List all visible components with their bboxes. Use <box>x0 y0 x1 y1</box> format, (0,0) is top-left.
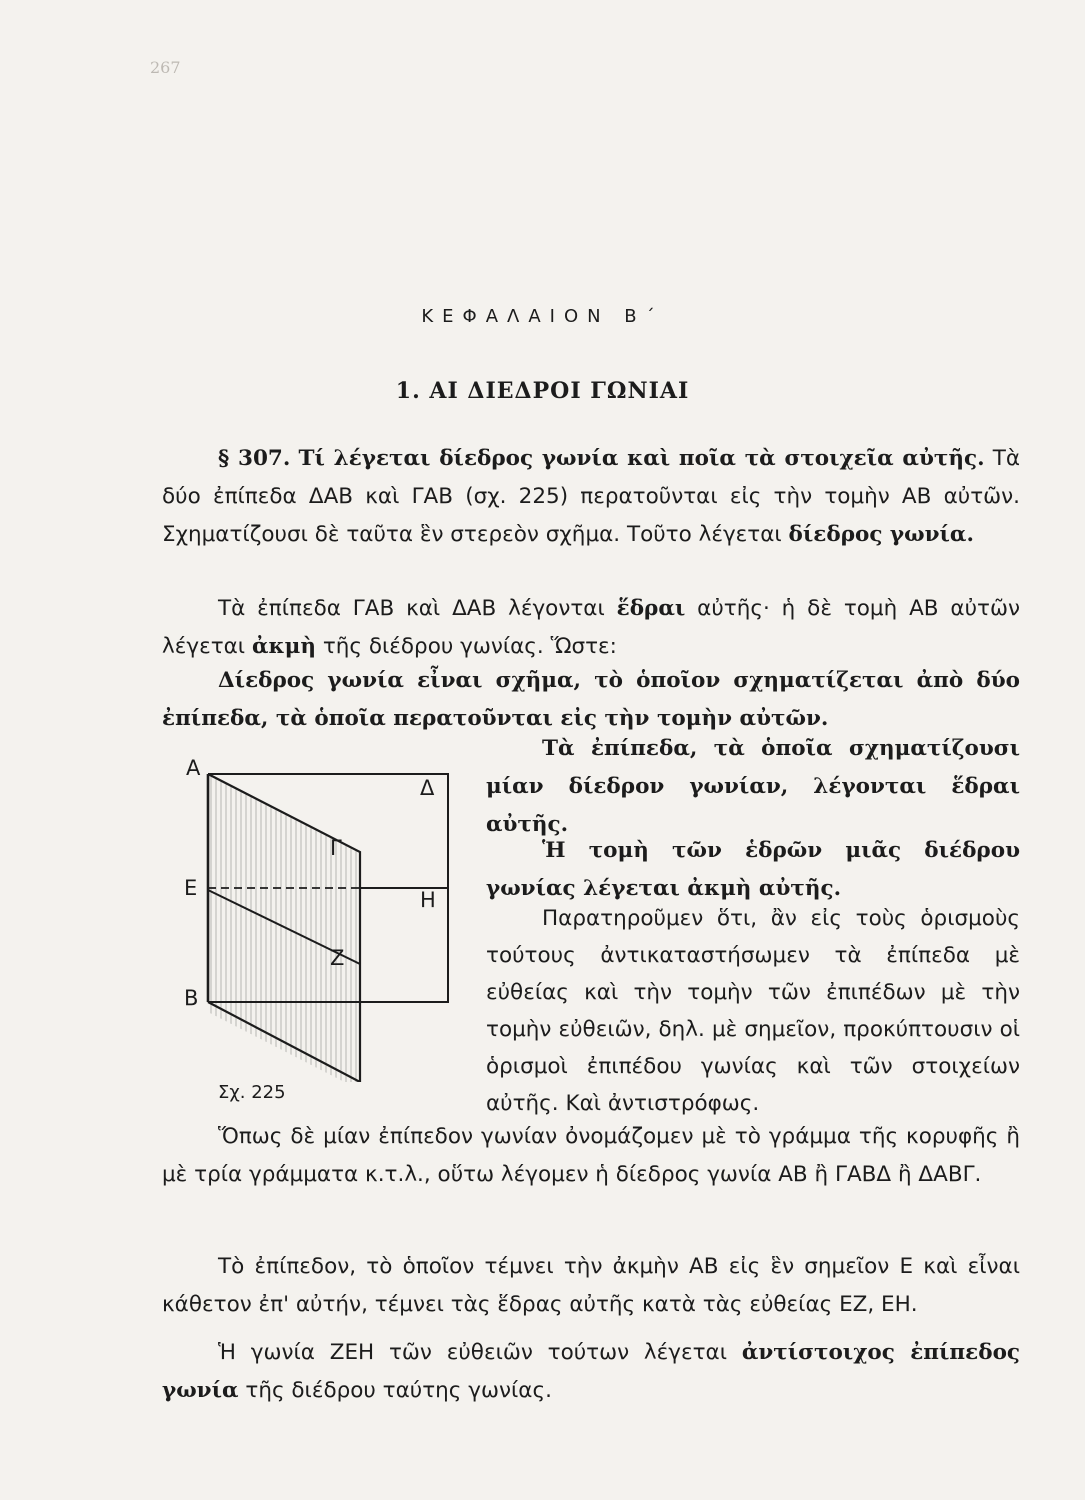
page-number: 267 <box>150 58 181 77</box>
faces-text-1: Τὰ ἐπίπεδα ΓΑΒ καὶ ΔΑΒ λέγονται <box>218 596 605 621</box>
definition-paragraph: Δίεδρος γωνία εἶναι σχῆμα, τὸ ὁποῖον σχηματίζεται ἀπὸ δύο ἐπίπεδα, τὰ ὁποῖα περατοῦνται εἰς τὴν τομὴν αὐτῶν. <box>162 668 1020 731</box>
label-b: Β <box>184 986 199 1010</box>
corresponding-text-2: τῆς διέδρου ταύτης γωνίας. <box>245 1378 552 1403</box>
term-corresponding-plane-angle: ἀντίστοιχος ἐπίπεδος γωνία <box>162 1340 1021 1403</box>
intro-text: Τὰ δύο ἐπίπεδα ΔΑΒ καὶ ΓΑΒ (σχ. 225) περατοῦνται εἰς τὴν τομὴν ΑΒ αὐτῶν. Σχηματίζουσι δὲ ταῦτα ἓν στερεὸν σχῆμα. Τοῦτο λέγεται <box>162 446 1020 547</box>
label-h: Η <box>420 888 436 912</box>
dihedral-angle-figure <box>170 752 480 1112</box>
term-faces: ἕδραι <box>616 596 686 621</box>
corresponding-text-1: Ἡ γωνία ΖΕΗ τῶν εὐθειῶν τούτων λέγεται <box>218 1340 728 1365</box>
faces-paragraph <box>162 590 1020 666</box>
label-d: Δ <box>420 776 435 800</box>
figure-caption: Σχ. 225 <box>218 1082 286 1103</box>
section-question: Τί λέγεται δίεδρος γωνία καὶ ποῖα τὰ στοιχεῖα αὐτῆς. <box>298 446 985 471</box>
naming-paragraph: Ὅπως δὲ μίαν ἐπίπεδον γωνίαν ὀνομάζομεν μὲ τὸ γράμμα τῆς κορυφῆς ἢ μὲ τρία γράμματα κ.τ.λ., οὕτω λέγομεν ἡ δίεδρος γωνία ΑΒ ἢ ΓΑΒΔ ἢ ΔΑΒΓ. <box>162 1124 1020 1187</box>
section-title: 1. ΑΙ ΔΙΕΔΡΟΙ ΓΩΝΙΑΙ <box>395 378 690 404</box>
faces-text-3: τῆς διέδρου γωνίας. Ὥστε: <box>322 634 617 659</box>
figure-drawing <box>170 752 480 1082</box>
plane-cut-paragraph: Τὸ ἐπίπεδον, τὸ ὁποῖον τέμνει τὴν ἀκμὴν ΑΒ εἰς ἓν σημεῖον Ε καὶ εἶναι κάθετον ἐπ' αὐτήν, τέμνει τὰς ἕδρας αὐτῆς κατὰ τὰς εὐθείας ΕΖ, ΕΗ. <box>162 1254 1020 1317</box>
label-z: Ζ <box>330 946 345 970</box>
label-e: Ε <box>184 876 198 900</box>
remark-paragraph: Παρατηροῦμεν ὅτι, ἂν εἰς τοὺς ὁρισμοὺς τούτους ἀντικαταστήσωμεν τὰ ἐπίπεδα μὲ εὐθείας καὶ τὴν τομὴν τῶν ἐπιπέδων μὲ τὴν τομὴν εὐθειῶν, δηλ. μὲ σημεῖον, προκύπτουσιν οἱ ὁρισμοὶ ἐπιπέδου γωνίας καὶ τῶν στοιχείων αὐτῆς. Καὶ ἀντιστρόφως. <box>486 906 1020 1116</box>
corresponding-angle-paragraph <box>162 1334 1020 1410</box>
term-edge: ἀκμὴ <box>251 634 316 659</box>
paragraph-mark: § 307. <box>218 446 291 471</box>
intro-paragraph <box>162 440 1020 554</box>
label-g: Γ <box>330 836 342 860</box>
term-dihedral-angle: δίεδρος γωνία. <box>788 522 974 547</box>
edge-definition: Ἡ τομὴ τῶν ἑδρῶν μιᾶς διέδρου γωνίας λέγεται ἀκμὴ αὐτῆς. <box>486 838 1020 901</box>
label-a: Α <box>186 756 201 780</box>
chapter-heading: ΚΕΦΑΛΑΙΟΝ Β΄ <box>421 306 664 327</box>
faces-text-2: αὐτῆς· ἡ δὲ τομὴ ΑΒ αὐτῶν λέγεται <box>162 596 1020 659</box>
faces-definition: Τὰ ἐπίπεδα, τὰ ὁποῖα σχηματίζουσι μίαν δίεδρον γωνίαν, λέγονται ἕδραι αὐτῆς. <box>486 736 1020 837</box>
